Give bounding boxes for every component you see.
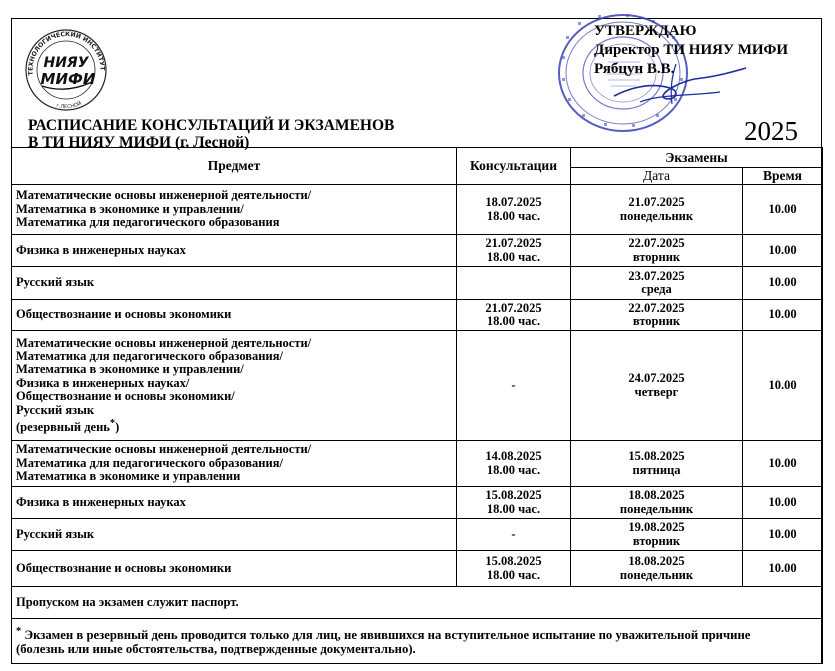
subject-cell <box>12 235 457 267</box>
exam-date-cell <box>571 267 743 300</box>
subject-cell <box>12 487 457 519</box>
exam-date-cell <box>571 185 743 235</box>
subject-cell <box>12 519 457 551</box>
title-line-2: В ТИ НИЯУ МИФИ (г. Лесной) <box>28 134 250 151</box>
subject-cell-line: Обществознание и основы экономики <box>16 307 232 322</box>
table-row <box>12 185 823 235</box>
consultation-cell-line: 18.00 час. <box>486 208 541 223</box>
logo-ring-text: ТЕХНОЛОГИЧЕСКИЙ ИНСТИТУТ <box>27 31 106 76</box>
consultation-cell <box>457 441 571 487</box>
subject-cell-line: Математика в экономике и управлении/ <box>16 362 244 377</box>
subject-cell <box>12 300 457 331</box>
subject-cell-line: Математика для педагогического образования/ <box>16 348 283 363</box>
subject-cell <box>12 185 457 235</box>
title-line-1: РАСПИСАНИЕ КОНСУЛЬТАЦИЙ И ЭКЗАМЕНОВ <box>28 117 395 134</box>
subject-cell-line: Математические основы инженерной деятельности/ <box>16 335 312 350</box>
subject-cell <box>12 267 457 300</box>
consultation-cell <box>457 519 571 551</box>
table-row <box>12 487 823 519</box>
logo-wordmark-top: НИЯУ <box>43 55 89 71</box>
exam-time-cell: 10.00 <box>743 185 823 235</box>
table-row <box>12 551 823 587</box>
exam-date-cell-line: 23.07.2025 <box>628 268 685 283</box>
reserve-day-mark: * <box>109 417 116 429</box>
schedule-year: 2025 <box>744 116 798 146</box>
institute-logo <box>20 24 112 116</box>
exam-date-cell <box>571 519 743 551</box>
header-date: Дата <box>571 168 743 185</box>
exam-date-cell-line: понедельник <box>619 208 694 223</box>
exam-date-cell-line: вторник <box>632 314 681 328</box>
subject-cell-line: Физика в инженерных науках <box>16 242 186 257</box>
exam-date-cell-line: четверг <box>634 384 679 399</box>
consultation-cell-line: 14.08.2025 <box>485 449 542 464</box>
consultation-cell-line: 18.00 час. <box>486 501 541 516</box>
subject-cell-line: Математические основы инженерной деятельности/ <box>16 442 312 457</box>
exam-time-cell: 10.00 <box>743 300 823 331</box>
consultation-cell-line: 18.07.2025 <box>485 195 542 210</box>
table-row <box>12 441 823 487</box>
header-consultations: Консультации <box>457 148 571 185</box>
consultation-cell-line: 21.07.2025 <box>485 236 542 251</box>
approval-heading: УТВЕРЖДАЮ <box>594 23 697 39</box>
subject-cell <box>12 331 457 441</box>
header-time: Время <box>743 168 823 185</box>
consultation-cell <box>457 185 571 235</box>
exam-date-cell <box>571 441 743 487</box>
subject-cell-line: Русский язык <box>16 402 95 417</box>
consultation-cell <box>457 331 571 441</box>
subject-cell <box>12 551 457 587</box>
exam-date-cell-line: 24.07.2025 <box>628 371 685 386</box>
consultation-cell-line: - <box>511 526 516 541</box>
table-row <box>12 267 823 300</box>
exam-date-cell-line: вторник <box>632 533 681 548</box>
director-signature <box>610 58 750 108</box>
consultation-cell-line: 15.08.2025 <box>485 488 542 503</box>
footnote-mark: * <box>16 626 22 638</box>
exam-date-cell-line: 22.07.2025 <box>628 236 685 251</box>
document-title <box>28 117 394 151</box>
exam-date-cell-line: 15.08.2025 <box>628 449 685 464</box>
consultation-cell-line: 18.00 час. <box>486 249 541 264</box>
logo-city-text: г.ЛЕСНОЙ <box>55 100 83 111</box>
exam-date-cell-line: 18.08.2025 <box>628 488 685 503</box>
exam-time-cell: 10.00 <box>743 441 823 487</box>
footnote-line-1: Экзамен в резервный день проводится только для лиц, не явившихся на вступительное испытание по уважительной причине <box>21 628 751 643</box>
table-row <box>12 331 823 441</box>
exam-time-cell: 10.00 <box>743 519 823 551</box>
subject-cell-line: Русский язык <box>16 526 95 541</box>
exam-date-cell-line: вторник <box>632 249 681 264</box>
exam-date-cell <box>571 551 743 587</box>
logo-wordmark-bottom: МИФИ <box>40 70 96 88</box>
consultation-cell-line: 18.00 час. <box>486 314 541 328</box>
exam-date-cell-line: среда <box>641 282 672 296</box>
subject-cell-line: Физика в инженерных науках/ <box>16 375 190 390</box>
footnote-line-2: (болезнь или иные обстоятельства, подтвержденные документально). <box>16 642 416 657</box>
schedule-table <box>11 147 823 664</box>
consultation-cell-line: 21.07.2025 <box>485 300 542 315</box>
exam-date-cell-line: пятница <box>632 462 681 477</box>
exam-time-cell: 10.00 <box>743 487 823 519</box>
consultation-cell <box>457 551 571 587</box>
exam-date-cell-line: 21.07.2025 <box>628 195 685 210</box>
approval-name: Рябцун В.В. <box>594 61 675 77</box>
subject-cell-line: Математика для педагогического образования/ <box>16 455 283 470</box>
consultation-cell <box>457 300 571 331</box>
exam-date-cell <box>571 487 743 519</box>
subject-cell-line: Математика в экономике и управлении <box>16 469 241 484</box>
subject-cell-line: Физика в инженерных науках <box>16 494 186 509</box>
consultation-cell-line: - <box>511 377 516 392</box>
subject-cell-line: Русский язык <box>16 275 95 290</box>
exam-time-cell: 10.00 <box>743 235 823 267</box>
exam-date-cell-line: понедельник <box>619 501 694 516</box>
subject-cell-line: Обществознание и основы экономики/ <box>16 389 235 404</box>
approval-position: Директор ТИ НИЯУ МИФИ <box>594 42 789 58</box>
header-exams: Экзамены <box>571 148 823 168</box>
exam-date-cell-line: 19.08.2025 <box>628 520 685 535</box>
exam-time-cell: 10.00 <box>743 267 823 300</box>
passport-note: Пропуском на экзамен служит паспорт. <box>12 587 823 619</box>
table-row <box>12 235 823 267</box>
consultation-cell-line: 18.00 час. <box>486 567 541 582</box>
exam-date-cell-line: 18.08.2025 <box>628 554 685 569</box>
subject-cell-line: (резервный день*) <box>16 417 120 435</box>
consultation-cell-line: 18.00 час. <box>486 462 541 477</box>
header-subject: Предмет <box>12 148 457 185</box>
exam-time-cell: 10.00 <box>743 551 823 587</box>
subject-cell-line: Математические основы инженерной деятельности/ <box>16 188 312 203</box>
subject-cell-line: Математика для педагогического образования <box>16 215 280 230</box>
table-row <box>12 519 823 551</box>
footnote <box>12 619 823 664</box>
exam-date-cell <box>571 235 743 267</box>
table-row <box>12 300 823 331</box>
subject-cell-line: Обществознание и основы экономики <box>16 560 232 575</box>
consultation-cell <box>457 235 571 267</box>
exam-time-cell: 10.00 <box>743 331 823 441</box>
subject-cell <box>12 441 457 487</box>
exam-date-cell <box>571 331 743 441</box>
exam-date-cell-line: понедельник <box>619 567 694 582</box>
subject-cell-line: Математика в экономике и управлении/ <box>16 201 244 216</box>
consultation-cell-line: 15.08.2025 <box>485 554 542 569</box>
exam-date-cell-line: 22.07.2025 <box>628 300 685 315</box>
consultation-cell <box>457 267 571 300</box>
exam-date-cell <box>571 300 743 331</box>
consultation-cell <box>457 487 571 519</box>
